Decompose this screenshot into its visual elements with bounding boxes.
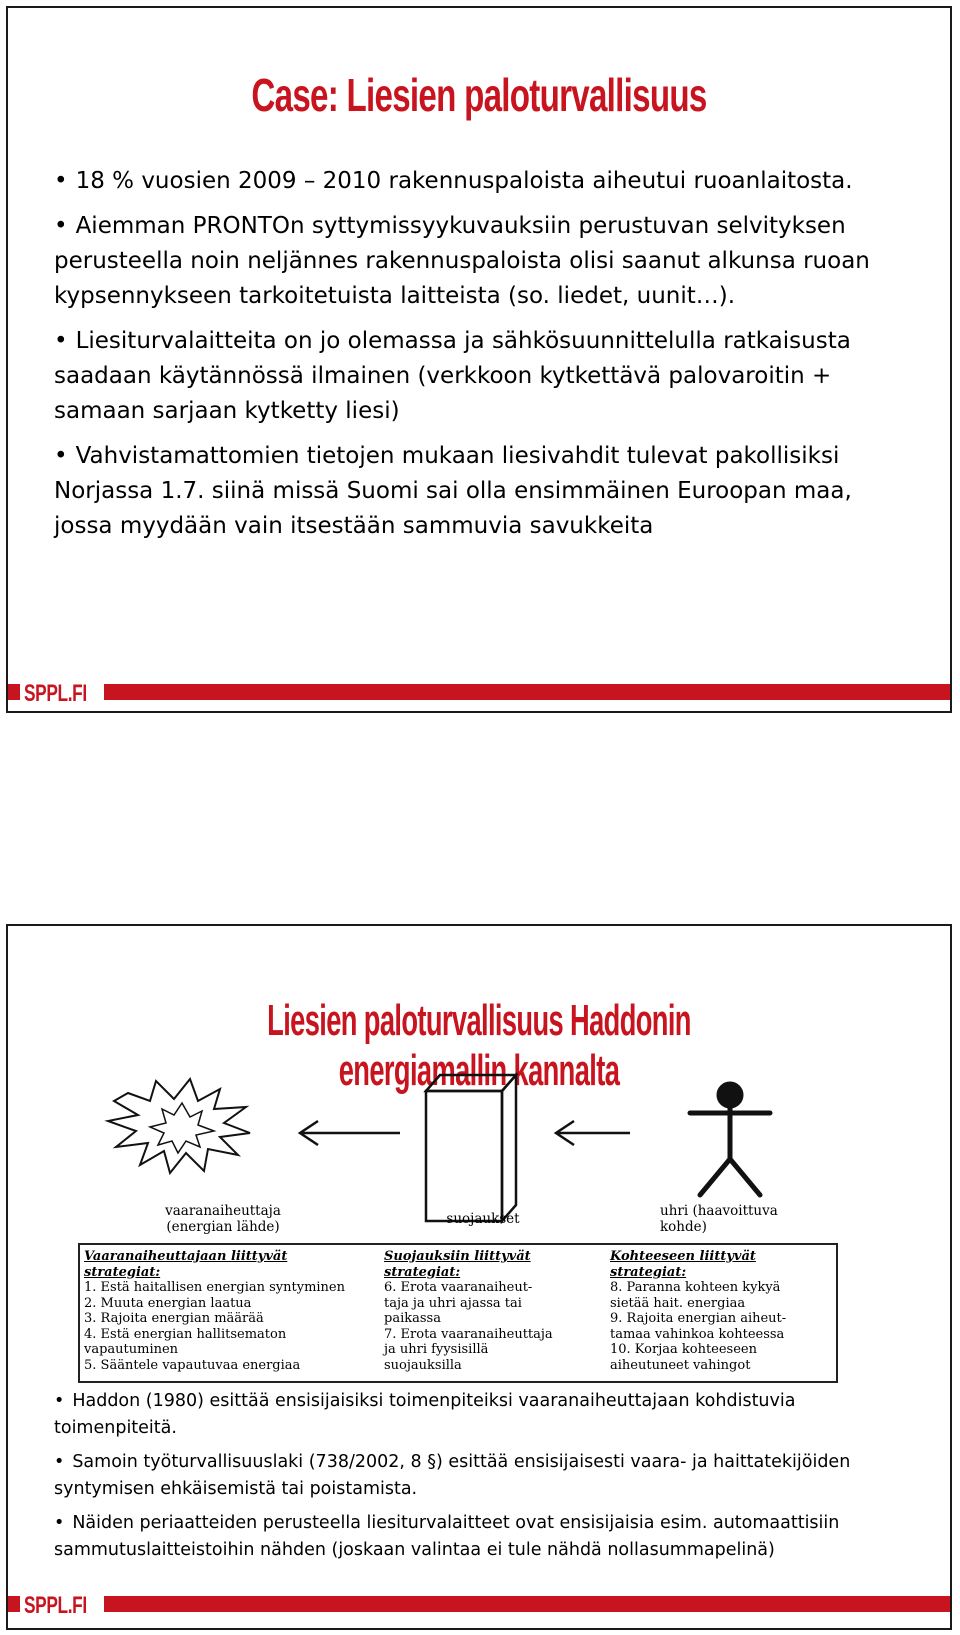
bullet-item: • Aiemman PRONTOn syttymissyykuvauksiin perustuvan selvityksen perusteella noin neljännes rakennuspaloista olisi saanut alkunsa ruoan kypsennykseen tarkoitetuista laitteista (so. liedet, uunit…). xyxy=(54,213,870,309)
slide-1-bullet-list xyxy=(54,164,910,554)
strategy-item: 2. Muuta energian laatua xyxy=(84,1295,252,1311)
sppl-logo: SPPL.FI xyxy=(24,680,87,707)
hazard-caption-line: vaaranaiheuttaja xyxy=(165,1203,281,1219)
strategy-item: 6. Erota vaaranaiheut- xyxy=(384,1280,533,1295)
slide-2-footer xyxy=(8,1592,950,1619)
column-heading xyxy=(384,1265,609,1281)
strategy-item: suojauksilla xyxy=(384,1357,462,1373)
bullet-text: Liesiturvalaitteita on jo olemassa ja sähkösuunnittelulla ratkaisusta saadaan käytännössä ilmainen (verkkoon kytkettävä palovaroitin + samaan sarjaan kytketty liesi) xyxy=(54,328,851,424)
strategy-item: aiheutuneet vahingot xyxy=(610,1357,751,1373)
footer-red-stripe-left xyxy=(8,684,20,700)
bullet-text: Haddon (1980) esittää ensisijaisiksi toimenpiteiksi vaaranaiheuttajaan kohdistuvia toimenpiteitä. xyxy=(54,1391,796,1438)
footer-red-stripe-right xyxy=(104,684,950,700)
target-caption-line: uhri (haavoittuva xyxy=(660,1203,778,1219)
column-heading-line: strategiat: xyxy=(84,1264,161,1280)
barrier-strategies-column xyxy=(384,1249,609,1373)
bullet-text: Aiemman PRONTOn syttymissyykuvauksiin perustuvan selvityksen perusteella noin neljännes rakennuspaloista olisi saanut alkunsa ruoan kypsennykseen tarkoitetuista laitteista (so. liedet, uunit…). xyxy=(54,213,870,309)
bullet-text: 18 % vuosien 2009 – 2010 rakennuspaloista aiheutui ruoanlaitosta. xyxy=(75,168,853,194)
strategy-item: paikassa xyxy=(384,1311,441,1326)
hazard-strategies-column xyxy=(84,1249,384,1373)
column-heading-line: Kohteeseen liittyvät xyxy=(610,1249,756,1264)
column-heading xyxy=(384,1249,609,1265)
strategy-item: sietää hait. energiaa xyxy=(610,1295,746,1311)
person-icon xyxy=(690,1084,770,1195)
bullet-item: • Vahvistamattomien tietojen mukaan liesivahdit tulevat pakollisiksi Norjassa 1.7. siinä missä Suomi sai olla ensimmäinen Euroopan maa, jossa myydään vain itsestään sammuvia savukkeita xyxy=(54,443,852,539)
column-heading-line: strategiat: xyxy=(384,1264,461,1280)
bullet-item: • Samoin työturvallisuuslaki (738/2002, 8 §) esittää ensisijaisesti vaara- ja haittatekijöiden syntymisen ehkäisemistä tai poistamista. xyxy=(54,1452,851,1499)
strategy-item: 3. Rajoita energian määrää xyxy=(84,1311,264,1326)
bullet-text: Näiden periaatteiden perusteella liesiturvalaitteet ovat ensisijaisia esim. automaattisiin sammutuslaitteistoihin nähden (joskaan valintaa ei tule nähdä nollasummapelinä) xyxy=(54,1513,840,1560)
explosion-icon xyxy=(108,1079,250,1173)
column-heading xyxy=(84,1265,384,1281)
column-heading-line: strategiat: xyxy=(610,1264,687,1280)
column-heading xyxy=(610,1249,836,1265)
bullet-text: Samoin työturvallisuuslaki (738/2002, 8 §) esittää ensisijaisesti vaara- ja haittatekijöiden syntymisen ehkäisemistä tai poistamista. xyxy=(54,1452,851,1499)
strategy-item: 5. Sääntele vapautuvaa energiaa xyxy=(84,1357,301,1373)
strategy-item: tamaa vahinkoa kohteessa xyxy=(610,1326,785,1342)
strategy-item: 4. Estä energian hallitsematon xyxy=(84,1326,287,1342)
bullet-item: • 18 % vuosien 2009 – 2010 rakennuspaloista aiheutui ruoanlaitosta. xyxy=(54,168,853,194)
hazard-caption xyxy=(148,1203,298,1235)
explosion-inner-icon xyxy=(150,1103,214,1153)
strategy-item: 10. Korjaa kohteeseen xyxy=(610,1342,757,1357)
bullet-item: • Näiden periaatteiden perusteella liesiturvalaitteet ovat ensisijaisia esim. automaattisiin sammutuslaitteistoihin nähden (joskaan valintaa ei tule nähdä nollasummapelinä) xyxy=(54,1513,840,1560)
target-strategies-column xyxy=(610,1249,836,1373)
footer-red-stripe-left xyxy=(8,1596,20,1612)
bullet-text: Vahvistamattomien tietojen mukaan liesivahdit tulevat pakollisiksi Norjassa 1.7. siinä missä Suomi sai olla ensimmäinen Euroopan maa, jossa myydään vain itsestään sammuvia savukkeita xyxy=(54,443,852,539)
slide-2 xyxy=(6,924,952,1630)
haddon-energy-model-diagram xyxy=(78,1071,878,1371)
target-caption-line: kohde) xyxy=(660,1219,707,1235)
column-heading xyxy=(84,1249,384,1265)
arrow-left-icon-1 xyxy=(300,1121,400,1145)
bullet-item: • Liesiturvalaitteita on jo olemassa ja sähkösuunnittelulla ratkaisusta saadaan käytännössä ilmainen (verkkoon kytkettävä palovaroitin + samaan sarjaan kytketty liesi) xyxy=(54,328,851,424)
column-heading-line: Vaaranaiheuttajaan liittyvät xyxy=(84,1249,288,1264)
footer-red-stripe-right xyxy=(104,1596,950,1612)
strategy-item: 1. Estä haitallisen energian syntyminen xyxy=(84,1280,345,1295)
column-heading xyxy=(610,1265,836,1281)
slide-2-bullet-list xyxy=(54,1388,910,1571)
strategy-item: taja ja uhri ajassa tai xyxy=(384,1295,522,1311)
column-heading-line: Suojauksiin liittyvät xyxy=(384,1249,531,1264)
slide-1-title: Case: Liesien paloturvallisuus xyxy=(251,69,707,121)
slide-2-title: Liesien paloturvallisuus Haddonin energiamallin kannalta xyxy=(267,996,691,1095)
bullet-item: • Haddon (1980) esittää ensisijaisiksi toimenpiteiksi vaaranaiheuttajaan kohdistuvia toimenpiteitä. xyxy=(54,1391,796,1438)
strategy-item: ja uhri fyysisillä xyxy=(384,1342,489,1357)
arrow-left-icon-2 xyxy=(556,1121,630,1145)
strategy-item: vapautuminen xyxy=(84,1342,179,1357)
strategy-item: 7. Erota vaaranaiheuttaja xyxy=(384,1326,553,1342)
barrier-caption: suojaukset xyxy=(446,1211,520,1227)
strategies-table xyxy=(78,1243,838,1383)
target-caption xyxy=(660,1203,810,1235)
slide-1-footer xyxy=(8,680,950,707)
strategy-item: 9. Rajoita energian aiheut- xyxy=(610,1311,787,1326)
hazard-caption-line: (energian lähde) xyxy=(166,1219,280,1235)
sppl-logo: SPPL.FI xyxy=(24,1592,87,1619)
barrier-block-icon xyxy=(426,1075,516,1221)
slide-1 xyxy=(6,6,952,713)
strategy-item: 8. Paranna kohteen kykyä xyxy=(610,1280,781,1295)
